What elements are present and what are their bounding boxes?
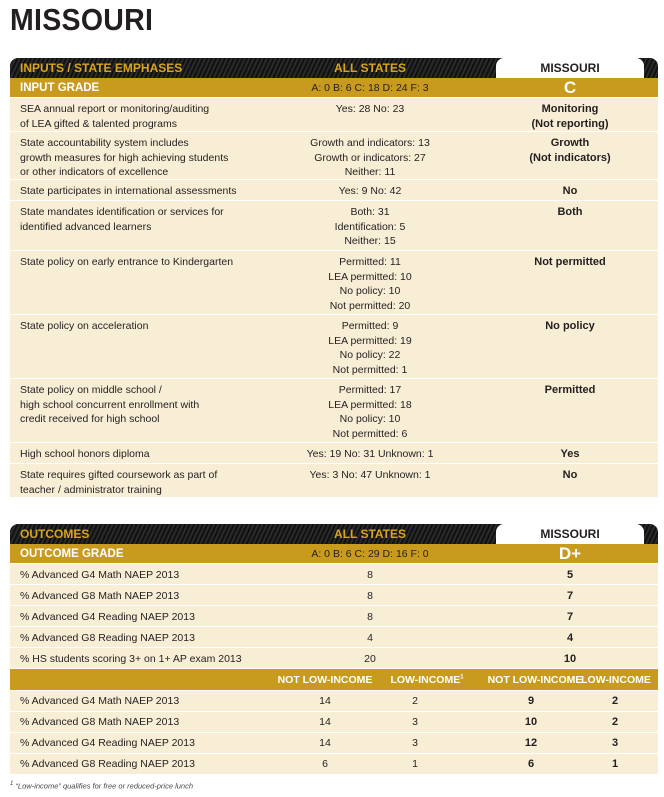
table-row [10, 648, 658, 669]
all-states-header: ALL STATES [334, 527, 406, 541]
row-label: State accountability system includes growth measures for high achieving students or other indicators of excellence [20, 137, 229, 178]
state-not-low-income-value: 10 [524, 716, 538, 728]
row-state-value: Both [557, 206, 583, 218]
row-label: State requires gifted coursework as part of teacher / administrator training [20, 469, 218, 496]
row-all-states: Permitted: 9 LEA permitted: 19 No policy: 22 Not permitted: 1 [328, 320, 412, 376]
all-not-low-income-value: 14 [319, 695, 331, 707]
row-label: % Advanced G8 Math NAEP 2013 [20, 590, 180, 602]
outcome-grade-distribution: A: 0 B: 6 C: 29 D: 16 F: 0 [311, 548, 429, 560]
row-state-value: Not permitted [534, 256, 606, 268]
table-row [10, 443, 658, 464]
row-label: SEA annual report or monitoring/auditing of LEA gifted & talented programs [20, 103, 210, 130]
table-row [10, 251, 658, 315]
row-state-value: 10 [563, 653, 577, 665]
row-state-value: No [562, 185, 578, 197]
row-all-states: 20 [364, 653, 376, 665]
input-grade-distribution: A: 0 B: 6 C: 18 D: 24 F: 3 [311, 82, 429, 94]
all-not-low-income-header: NOT LOW-INCOME [277, 674, 373, 686]
row-state-value: 4 [566, 632, 574, 644]
outcomes-header-label: OUTCOMES [20, 527, 90, 541]
outcome-grade-row [10, 544, 658, 564]
all-low-income-value: 3 [412, 737, 418, 749]
table-row [10, 464, 658, 498]
table-row [10, 564, 658, 585]
row-label: State participates in international assessments [20, 185, 237, 197]
state-not-low-income-header: NOT LOW-INCOME [487, 674, 583, 686]
row-label: State mandates identification or services for identified advanced learners [20, 206, 224, 233]
row-all-states: Both: 31 Identification: 5 Neither: 15 [334, 206, 406, 247]
state-low-income-value: 2 [611, 695, 619, 707]
row-all-states: 8 [367, 590, 373, 602]
state-low-income-header: LOW-INCOME [581, 674, 651, 686]
state-not-low-income-value: 12 [524, 737, 538, 749]
table-row [10, 180, 658, 201]
row-all-states: Yes: 9 No: 42 [338, 185, 402, 197]
state-not-low-income-value: 9 [527, 695, 535, 707]
row-all-states: Growth and indicators: 13 Growth or indicators: 27 Neither: 11 [310, 137, 430, 178]
state-header: MISSOURI [496, 524, 644, 544]
row-all-states: Permitted: 17 LEA permitted: 18 No policy: 10 Not permitted: 6 [328, 384, 412, 440]
page-title: MISSOURI [10, 2, 154, 37]
outcomes-table [10, 524, 658, 775]
footnote-text: “Low-income” qualifies for free or reduced-price lunch [15, 781, 194, 791]
table-row [10, 733, 658, 754]
row-state-value: No policy [545, 320, 595, 332]
row-all-states: Yes: 3 No: 47 Unknown: 1 [309, 469, 431, 481]
row-state-value: Growth (Not indicators) [529, 137, 611, 164]
row-all-states: 8 [367, 569, 373, 581]
all-low-income-header [382, 674, 472, 686]
all-low-income-value: 2 [412, 695, 418, 707]
table-row [10, 585, 658, 606]
income-subheader [10, 669, 658, 691]
row-state-value: Permitted [544, 384, 596, 396]
row-label: State policy on acceleration [20, 320, 149, 332]
outcome-grade-label: OUTCOME GRADE [20, 548, 124, 560]
row-state-value: 7 [566, 590, 574, 602]
all-low-income-value: 3 [412, 716, 418, 728]
table-row [10, 379, 658, 443]
row-state-value: 5 [566, 569, 574, 581]
inputs-header [10, 58, 658, 78]
footnote [10, 781, 193, 791]
all-not-low-income-value: 6 [322, 758, 328, 770]
footnote-marker: 1 [460, 674, 464, 681]
row-label: % Advanced G4 Reading NAEP 2013 [20, 611, 195, 623]
row-label: High school honors diploma [20, 448, 150, 460]
row-state-value: Monitoring (Not reporting) [531, 103, 609, 130]
row-state-value: 7 [566, 611, 574, 623]
state-low-income-value: 3 [611, 737, 619, 749]
outcomes-header [10, 524, 658, 544]
all-low-income-label: LOW-INCOME [390, 674, 461, 686]
state-header: MISSOURI [496, 58, 644, 78]
state-low-income-value: 1 [611, 758, 619, 770]
row-label: % Advanced G8 Reading NAEP 2013 [20, 758, 195, 770]
table-row [10, 132, 658, 180]
all-states-header: ALL STATES [334, 61, 406, 75]
table-row [10, 627, 658, 648]
row-all-states: Yes: 19 No: 31 Unknown: 1 [306, 448, 434, 460]
inputs-table [10, 58, 658, 498]
row-label: % HS students scoring 3+ on 1+ AP exam 2013 [20, 653, 242, 665]
all-not-low-income-value: 14 [319, 737, 331, 749]
row-label: % Advanced G4 Math NAEP 2013 [20, 569, 180, 581]
inputs-header-label: INPUTS / STATE EMPHASES [20, 61, 183, 75]
row-all-states: Yes: 28 No: 23 [335, 103, 405, 115]
input-grade-label: INPUT GRADE [20, 82, 100, 94]
table-row [10, 98, 658, 132]
row-label: State policy on middle school / high school concurrent enrollment with credit received for high school [20, 384, 200, 425]
all-not-low-income-value: 14 [319, 716, 331, 728]
row-state-value: No [562, 469, 578, 481]
row-state-value: Yes [560, 448, 580, 460]
row-label: % Advanced G4 Math NAEP 2013 [20, 695, 180, 707]
state-not-low-income-value: 6 [527, 758, 535, 770]
row-label: % Advanced G4 Reading NAEP 2013 [20, 737, 195, 749]
all-low-income-value: 1 [412, 758, 418, 770]
footnote-marker: 1 [10, 781, 14, 787]
input-grade-row [10, 78, 658, 98]
table-row [10, 201, 658, 251]
table-row [10, 754, 658, 775]
outcome-grade-value: D+ [558, 544, 582, 563]
row-label: State policy on early entrance to Kindergarten [20, 256, 234, 268]
table-row [10, 691, 658, 712]
row-all-states: Permitted: 11 LEA permitted: 10 No policy: 10 Not permitted: 20 [328, 256, 412, 312]
row-all-states: 4 [367, 632, 373, 644]
state-low-income-value: 2 [611, 716, 619, 728]
table-row [10, 712, 658, 733]
input-grade-value: C [563, 78, 577, 97]
row-label: % Advanced G8 Math NAEP 2013 [20, 716, 180, 728]
row-label: % Advanced G8 Reading NAEP 2013 [20, 632, 195, 644]
table-row [10, 606, 658, 627]
row-all-states: 8 [367, 611, 373, 623]
table-row [10, 315, 658, 379]
